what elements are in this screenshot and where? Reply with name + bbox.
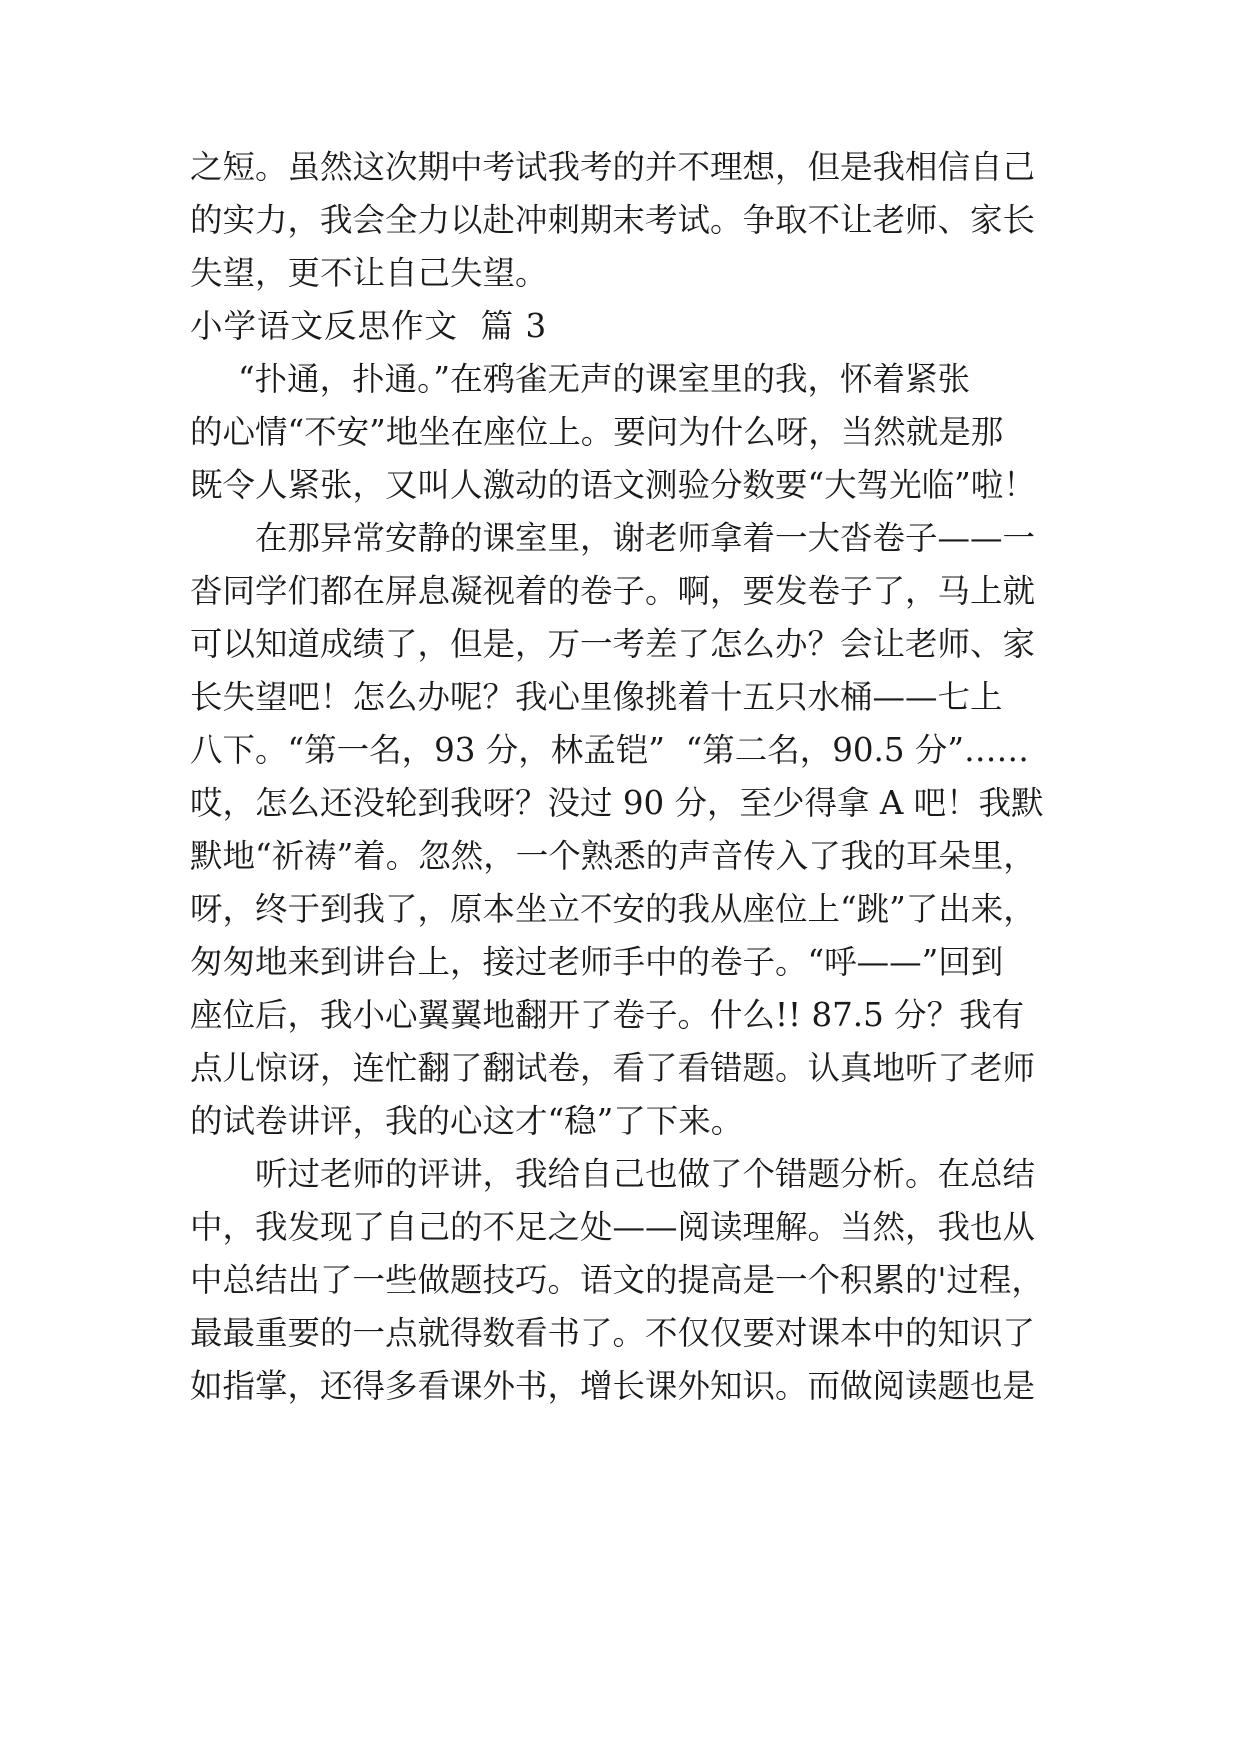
text-line: 如指掌，还得多看课外书，增长课外知识。而做阅读题也是 [190, 1367, 1036, 1405]
text-line: 八下。“第一名，93 分，林孟铠” “第二名，90.5 分”…… [190, 731, 1030, 769]
text-line: 中总结出了一些做题技巧。语文的提高是一个积累的'过程， [190, 1261, 1044, 1299]
text-line: 可以知道成绩了，但是，万一考差了怎么办？会让老师、家 [190, 625, 1036, 663]
text-line: 最最重要的一点就得数看书了。不仅仅要对课本中的知识了 [190, 1314, 1036, 1352]
text-line: 既令人紧张，又叫人激动的语文测验分数要“大驾光临”啦！ [190, 466, 1036, 504]
text-line: 的实力，我会全力以赴冲刺期末考试。争取不让老师、家长 [190, 201, 1036, 239]
text-line: 听过老师的评讲，我给自己也做了个错题分析。在总结 [255, 1155, 1036, 1193]
text-line: 点儿惊讶，连忙翻了翻试卷，看了看错题。认真地听了老师 [190, 1049, 1036, 1087]
text-line: 中，我发现了自己的不足之处——阅读理解。当然，我也从 [190, 1208, 1036, 1246]
text-line: 之短。虽然这次期中考试我考的并不理想，但是我相信自己 [190, 148, 1036, 186]
text-line: 哎，怎么还没轮到我呀？没过 90 分，至少得拿 A 吧！我默 [190, 784, 1044, 822]
text-line: 的心情“不安”地坐在座位上。要问为什么呀，当然就是那 [190, 413, 1004, 451]
text-line: 失望，更不让自己失望。 [190, 254, 548, 292]
text-line: 座位后，我小心翼翼地翻开了卷子。什么!! 87.5 分？我有 [190, 996, 1025, 1034]
text-line: 沓同学们都在屏息凝视着的卷子。啊，要发卷子了，马上就 [190, 572, 1036, 610]
text-line: 在那异常安静的课室里，谢老师拿着一大沓卷子——一 [255, 519, 1036, 557]
text-line: 匆匆地来到讲台上，接过老师手中的卷子。“呼——”回到 [190, 943, 1004, 981]
section-heading: 小学语文反思作文 篇 3 [190, 307, 548, 345]
text-line: 默地“祈祷”着。忽然，一个熟悉的声音传入了我的耳朵里， [190, 837, 1036, 875]
text-line: 长失望吧！怎么办呢？我心里像挑着十五只水桶——七上 [190, 678, 1003, 716]
text-line: 呀，终于到我了，原本坐立不安的我从座位上“跳”了出来， [190, 890, 1036, 928]
text-line: “扑通，扑通。”在鸦雀无声的课室里的我，怀着紧张 [238, 360, 970, 398]
text-line: 的试卷讲评，我的心这才“稳”了下来。 [190, 1102, 744, 1140]
